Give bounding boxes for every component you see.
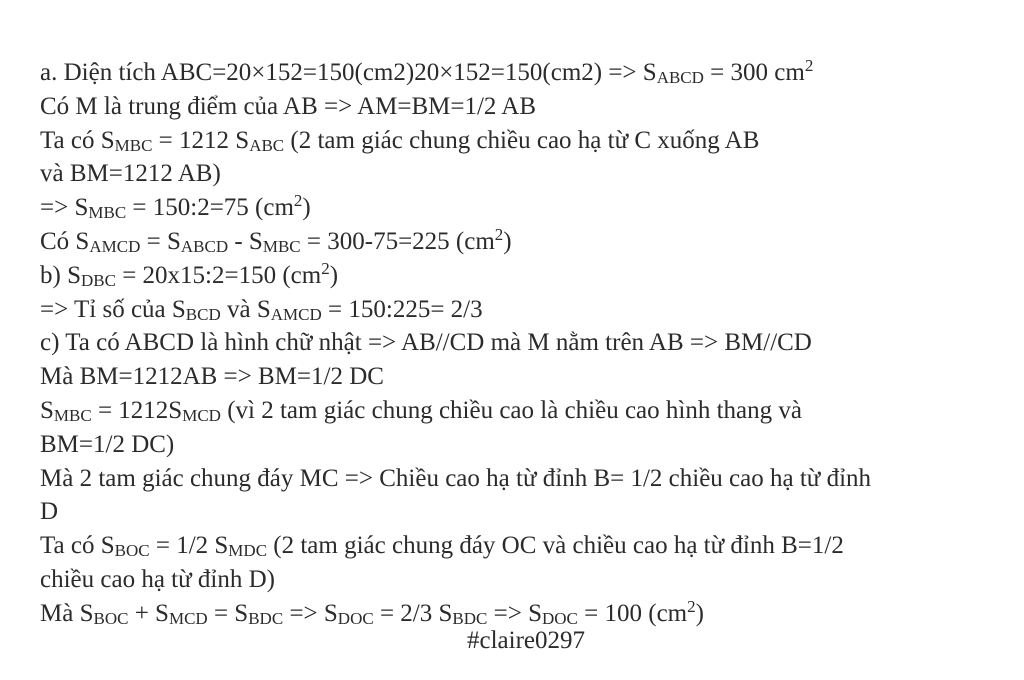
text-line: BM=1/2 DC) bbox=[40, 430, 175, 458]
solution-text bbox=[40, 56, 1015, 631]
text-line: Ta có $S_{BOC} = 1/2$ $S_{MDC}$ (2 tam giác chung đáy OC và chiều cao hạ từ đỉnh B=1/2 bbox=[40, 532, 844, 561]
text-line: b) $S_{DBC}$ = 20x15:2=150 $(cm^2)$ bbox=[40, 258, 339, 290]
text-line: => Tỉ số của $S_{BCD}$ và $S_{AMCD}$ = 150:225= 2/3 bbox=[40, 295, 483, 324]
text-line: và BM=1212 AB) bbox=[40, 160, 221, 188]
text-line: Mà BM=1212AB => BM=1/2 DC bbox=[40, 363, 384, 391]
text-line: D bbox=[40, 498, 59, 526]
text-line: chiều cao hạ từ đỉnh D) bbox=[40, 565, 275, 593]
text-line: Có M là trung điểm của AB => AM=BM=1/2 AB bbox=[40, 92, 536, 120]
text-line: Có $S_{AMCD} = S_{ABCD} - S_{MBC} = 300-75=225$ $(cm^2)$ bbox=[40, 224, 512, 256]
text-line: a. Diện tích $ABC=20\times 152=150(cm2)20\times 152=150(cm2) => S_{ABCD} = 300$ $cm^2$ bbox=[40, 56, 814, 87]
author-signature: #claire0297 bbox=[466, 627, 585, 654]
text-line: => $S_{MBC}$ = 150:2=75 $(cm^2)$ bbox=[40, 191, 311, 223]
text-line: c) Ta có ABCD là hình chữ nhật => AB//CD mà M nằm trên AB => BM//CD bbox=[40, 329, 812, 357]
text-line: Mà $S_{BOC} + S_{MCD} = S_{BDC} => S_{DOC} = 2/3$ $S_{BDC} => S_{DOC} = 100$ $(cm^2)$ bbox=[40, 596, 704, 628]
text-line: Ta có $S_{MBC} = 1212$ $S_{ABC}$ (2 tam giác chung chiều cao hạ từ C xuống AB bbox=[40, 126, 760, 155]
text-line: Mà 2 tam giác chung đáy MC => Chiều cao hạ từ đỉnh B= 1/2 chiều cao hạ từ đỉnh bbox=[40, 464, 872, 492]
text-line: $S_{MBC} = 1212S_{MCD}$ (vì 2 tam giác chung chiều cao là chiều cao hình thang và bbox=[40, 396, 802, 425]
